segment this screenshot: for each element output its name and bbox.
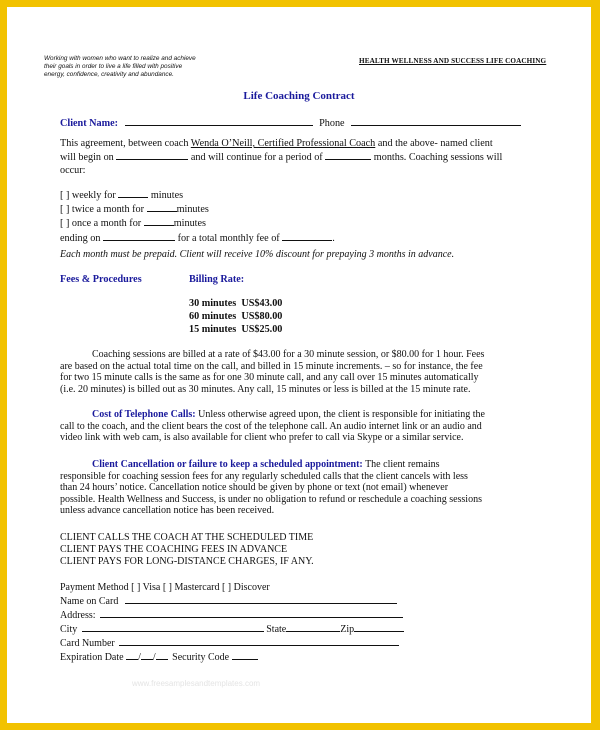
client-name-label: Client Name: bbox=[60, 118, 118, 129]
exp-year-field[interactable] bbox=[156, 650, 168, 660]
agreement-line-2: will begin on and will continue for a period of months. Coaching sessions will bbox=[60, 152, 503, 164]
exp-day-field[interactable] bbox=[141, 650, 153, 660]
cancellation-heading: Client Cancellation or failure to keep a scheduled appointment: bbox=[92, 459, 363, 470]
watermark: www.freesamplesandtemplates.com bbox=[132, 679, 261, 688]
phone-label: Phone bbox=[319, 118, 345, 129]
city-field[interactable] bbox=[82, 622, 264, 632]
rate-row: 30 minutes US$43.00 bbox=[189, 298, 283, 309]
ending-date-field[interactable] bbox=[103, 231, 175, 241]
rate-row: 60 minutes US$80.00 bbox=[189, 311, 283, 322]
telephone-paragraph: Cost of Telephone Calls: Unless otherwise agreed upon, the client is responsible for initiating the call to the coach, and the client bears the cost of the telephone call. An audio internet link or an audio and video link with web cam, is also available for client who prefer to call via Skype or a similar service. bbox=[60, 409, 485, 444]
client-name-row bbox=[60, 116, 521, 130]
billing-paragraph: Coaching sessions are billed at a rate of $43.00 for a 30 minute session, or $80.00 for 1 hour. Fees are based on the actual total time on the call, and billed in 15 minute increments. – so for instance, the fee for two 15 minute calls is the same as for one 30 minute call, and any call over 15 minutes automatically (i.e. 20 minutes) is billed out as 30 minutes. Any call, 15 minutes or less is billed at the 15 minute rate. bbox=[60, 349, 485, 395]
once-minutes-field[interactable] bbox=[144, 216, 174, 226]
city-state-zip-row: City State Zip bbox=[60, 622, 404, 636]
agreement-line-1: This agreement, between coach Wenda O’Neill, Certified Professional Coach and the above- named client bbox=[60, 138, 493, 149]
agreement-paragraph bbox=[60, 138, 502, 177]
exp-month-field[interactable] bbox=[126, 650, 138, 660]
tagline-line: energy, confidence, creativity and abundance. bbox=[44, 71, 174, 78]
monthly-fee-field[interactable] bbox=[282, 231, 332, 241]
tagline bbox=[44, 55, 196, 79]
telephone-heading: Cost of Telephone Calls: bbox=[92, 409, 196, 420]
payment-form bbox=[60, 582, 404, 664]
zip-field[interactable] bbox=[354, 622, 404, 632]
ending-on-row: ending on for a total monthly fee of . bbox=[60, 232, 335, 244]
phone-field[interactable] bbox=[351, 116, 521, 126]
address-row: Address: bbox=[60, 608, 404, 622]
frequency-options bbox=[60, 188, 335, 245]
coach-name: Wenda O’Neill, Certified Professional Coach bbox=[190, 138, 376, 149]
option-weekly[interactable]: [ ] weekly for minutes bbox=[60, 190, 184, 201]
prepay-note: Each month must be prepaid. Client will receive 10% discount for prepaying 3 months in advance. bbox=[60, 249, 455, 260]
tagline-line: their goals in order to live a life filled with positive bbox=[44, 63, 183, 70]
mastercard-checkbox[interactable]: [ ] Mastercard bbox=[162, 582, 220, 593]
card-number-row: Card Number bbox=[60, 636, 404, 650]
discover-checkbox[interactable]: [ ] Discover bbox=[221, 582, 270, 593]
tagline-line: Working with women who want to realize and achieve bbox=[44, 55, 196, 62]
start-date-field[interactable] bbox=[116, 150, 188, 160]
document-title: Life Coaching Contract bbox=[243, 90, 355, 102]
state-field[interactable] bbox=[286, 622, 340, 632]
visa-checkbox[interactable]: [ ] Visa bbox=[131, 582, 161, 593]
fees-procedures-heading: Fees & Procedures bbox=[60, 274, 142, 285]
option-twice-monthly[interactable]: [ ] twice a month for minutes bbox=[60, 204, 209, 216]
name-on-card-field[interactable] bbox=[125, 594, 397, 604]
agreement-line-3: occur: bbox=[60, 164, 86, 176]
client-name-field[interactable] bbox=[125, 116, 313, 126]
card-number-field[interactable] bbox=[119, 636, 399, 646]
security-code-field[interactable] bbox=[232, 650, 258, 660]
rate-row: 15 minutes US$25.00 bbox=[189, 324, 283, 335]
expiration-row: Expiration Date / / Security Code bbox=[60, 650, 404, 664]
billing-rate-heading: Billing Rate: bbox=[189, 274, 245, 285]
rate-list bbox=[189, 297, 282, 336]
caps-notices: CLIENT CALLS THE COACH AT THE SCHEDULED TIME CLIENT PAYS THE COACHING FEES IN ADVANCE CLIENT PAYS FOR LONG-DISTANCE CHARGES, IF ANY. bbox=[60, 532, 314, 567]
brand-name: HEALTH WELLNESS AND SUCCESS LIFE COACHING bbox=[359, 57, 547, 65]
period-field[interactable] bbox=[325, 150, 371, 160]
weekly-minutes-field[interactable] bbox=[118, 188, 148, 198]
twice-minutes-field[interactable] bbox=[147, 202, 177, 212]
cancellation-paragraph: Client Cancellation or failure to keep a scheduled appointment: The client remains responsible for coaching session fees for any regularly scheduled calls that the client cancels with less than 24 hours’ notice. Cancellation notice should be given by phone or text (not email) whenever possible. Health Wellness and Success, is under no obligation to refund or reschedule a coaching sessions unless advance cancellation notice has been received. bbox=[60, 459, 482, 517]
address-field[interactable] bbox=[100, 608, 403, 618]
document-page bbox=[7, 7, 591, 723]
name-on-card-row: Name on Card bbox=[60, 594, 404, 608]
option-once-monthly[interactable]: [ ] once a month for minutes bbox=[60, 218, 206, 230]
payment-method-row: Payment Method [ ] Visa [ ] Mastercard [ ] Discover bbox=[60, 582, 270, 593]
